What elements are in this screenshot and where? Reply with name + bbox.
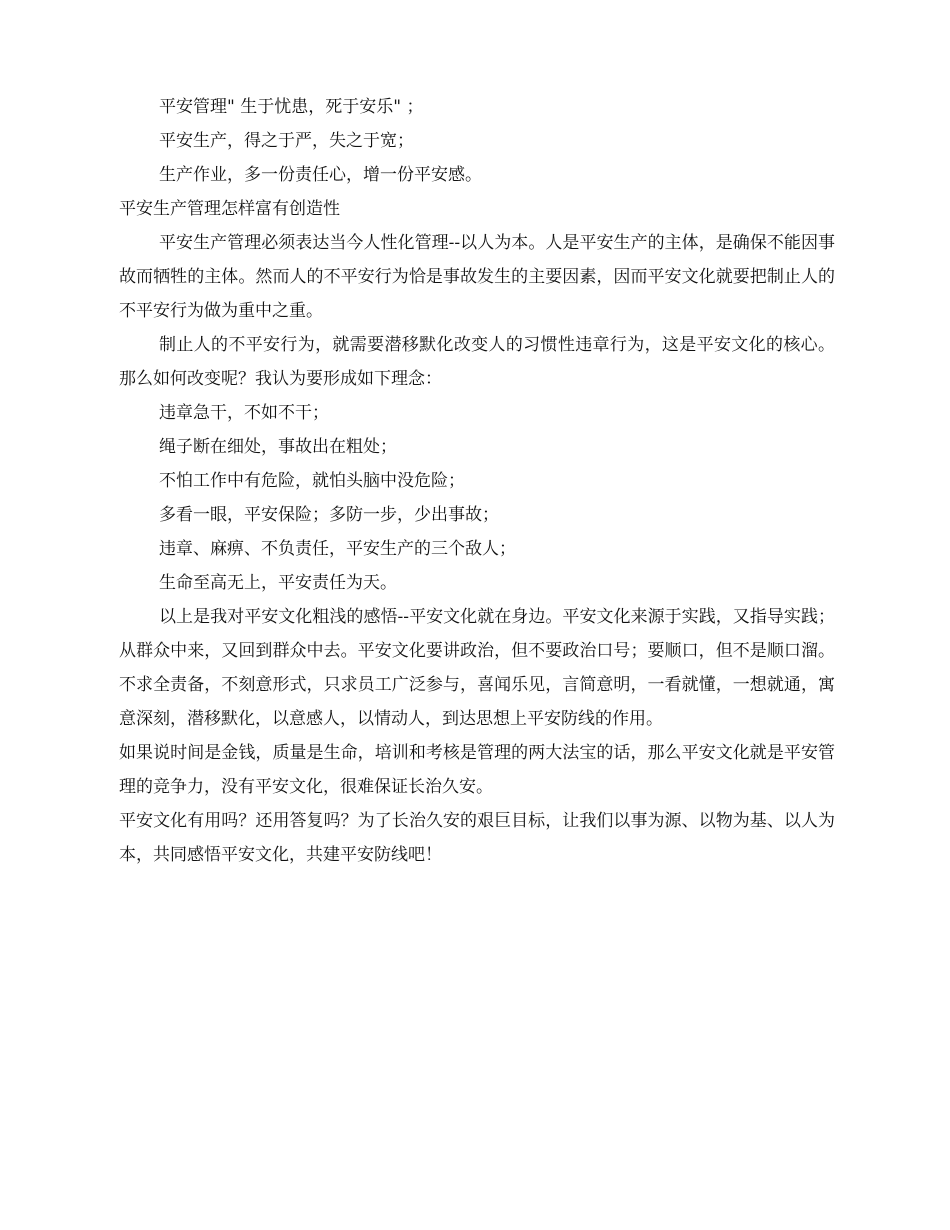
paragraph-5: 平安生产管理必须表达当今人性化管理--以人为本。人是平安生产的主体，是确保不能因事故而牺牲的主体。然而人的不平安行为恰是事故发生的主要因素，因而平安文化就要把制止人的不平安行为做为重中之重。	[119, 233, 835, 321]
principle-item-3: 不怕工作中有危险，就怕头脑中没危险；	[159, 471, 465, 491]
principle-item-4: 多看一眼，平安保险；多防一步，少出事故；	[159, 505, 499, 525]
paragraph-3: 生产作业，多一份责任心，增一份平安感。	[159, 165, 482, 185]
paragraph-13: 以上是我对平安文化粗浅的感悟--平安文化就在身边。平安文化来源于实践，又指导实践；从群众中来，又回到群众中去。平安文化要讲政治，但不要政治口号；要顺口，但不是顺口溜。不求全责备，不刻意形式，只求员工广泛参与，喜闻乐见，言简意明，一看就懂，一想就通，寓意深刻，潜移默化，以意感人，以情动人，到达思想上平安防线的作用。	[119, 607, 835, 729]
paragraph-6: 制止人的不平安行为，就需要潜移默化改变人的习惯性违章行为，这是平安文化的核心。那么如何改变呢？我认为要形成如下理念：	[119, 335, 835, 389]
section-heading: 平安生产管理怎样富有创造性	[119, 199, 340, 219]
paragraph-2: 平安生产，得之于严，失之于宽；	[159, 131, 414, 151]
principle-item-1: 违章急干，不如不干；	[159, 403, 329, 423]
paragraph-14: 如果说时间是金钱，质量是生命，培训和考核是管理的两大法宝的话，那么平安文化就是平安管理的竞争力，没有平安文化，很难保证长治久安。	[119, 743, 835, 797]
paragraph-1: 平安管理" 生于忧患，死于安乐" ；	[159, 97, 424, 117]
principle-item-6: 生命至高无上，平安责任为天。	[159, 573, 397, 593]
principle-item-5: 违章、麻痹、不负责任，平安生产的三个敌人；	[159, 539, 516, 559]
document-body	[119, 90, 835, 872]
principle-item-2: 绳子断在细处，事故出在粗处；	[159, 437, 397, 457]
paragraph-15: 平安文化有用吗？还用答复吗？为了长治久安的艰巨目标，让我们以事为源、以物为基、以人为本，共同感悟平安文化，共建平安防线吧！	[119, 811, 835, 865]
